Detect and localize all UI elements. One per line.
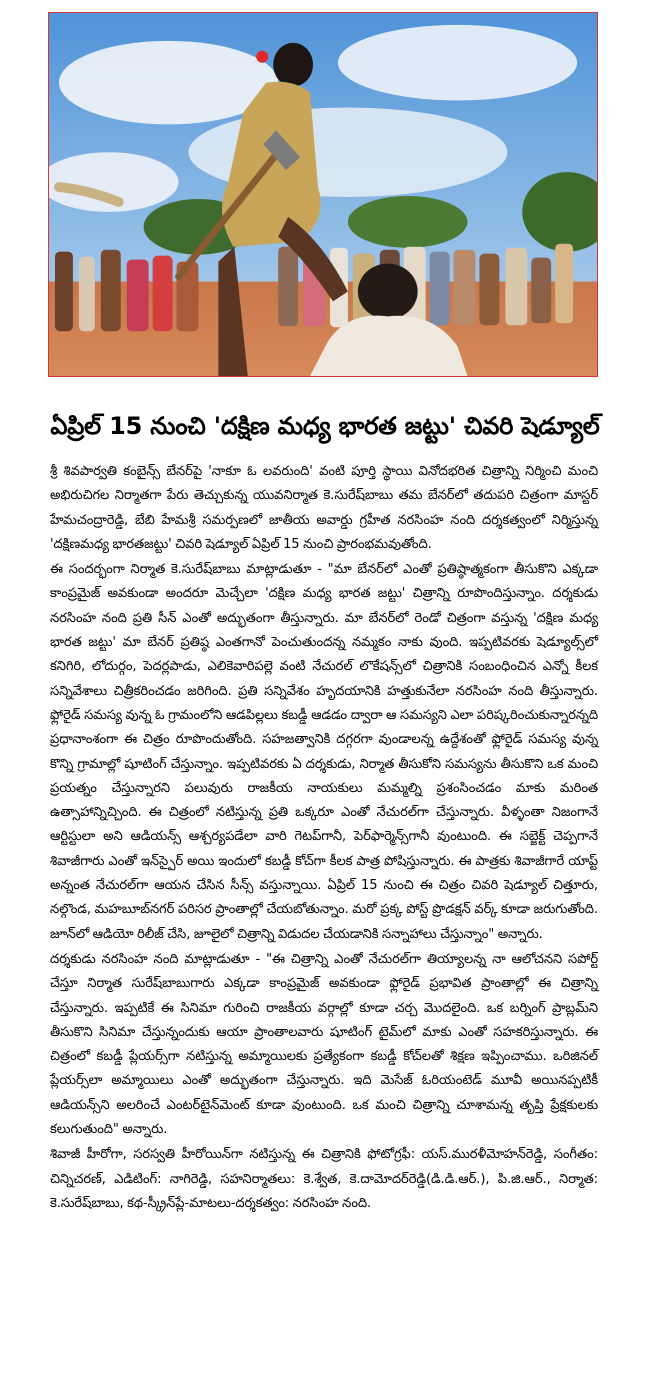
paragraph-director-quote: దర్శకుడు నరసింహ నంది మాట్లాడుతూ - "ఈ చిత్రాన్ని ఎంతో నేచురల్‌గా తియ్యాలన్న నా ఆలోచనని సపోర్ట్ చేస్తూ నిర్మాత సురేష్‌బాబుగారు ఎక్కడా కాంప్రమైజ్ అవకుండా ఫ్లోరైడ్ ప్రభావిత ప్రాంతాల్లో ఈ చిత్రాన్ని చేస్తున్నారు. ఇప్పటికే ఈ సినిమా గురించి రాజకీయ వర్గాల్లో కూడా చర్చ మొదలైంది. ఒక బర్నింగ్ ప్రాబ్లమ్‌ని తీసుకొని సినిమా చేస్తున్నందుకు ఆయా ప్రాంతాలవారు షూటింగ్ టైమ్‌లో మాకు ఎంతో సహకరిస్తున్నారు. ఈ చిత్రంలో కబడ్డీ ప్లేయర్స్‌గా నటిస్తున్న అమ్మాయిలకు ప్రత్యేకంగా కబడ్డీ కోచ్‌లతో శిక్షణ ఇప్పించాము. ఒరిజినల్ ప్లేయర్స్‌లా అమ్మాయిలు ఎంతో అద్భుతంగా చేస్తున్నారు. ఇది మెసేజ్ ఓరియంటెడ్ మూవీ అయినప్పటికీ ఆడియన్స్‌ని అలరించే ఎంటర్‌టైన్‌మెంట్ కూడా వుంటుంది. ఒక మంచి చిత్రాన్ని చూశామన్న తృప్తి ప్రేక్షకులకు కలుగుతుంది" అన్నారు.	[50, 951, 598, 1138]
film-still-photo	[48, 12, 598, 377]
paragraph-producer-quote: ఈ సందర్భంగా నిర్మాత కె.సురేష్‌బాబు మాట్లాడుతూ - "మా బేనర్‌లో ఎంతో ప్రతిష్ఠాత్మకంగా తీసుకొని ఎక్కడా కాంప్రమైజ్ అవకుండా అందరూ మెచ్చేలా 'దక్షిణ మధ్య భారత జట్టు' చిత్రాన్ని రూపొందిస్తున్నాం. దర్శకుడు నరసింహ నంది ప్రతి సీన్ ఎంతో అద్భుతంగా తీస్తున్నారు. మా బేనర్‌లో రెండో చిత్రంగా వస్తున్న 'దక్షిణ మధ్య భారత జట్టు' మా బేనర్ ప్రతిష్ఠ ఎంతగానో పెంచుతుందన్న నమ్మకం నాకు వుంది. ఇప్పటివరకు షెడ్యూల్స్‌లో కనిగిరి, లోదుర్గం, పెదర్లపాడు, ఎలికెవారిపల్లె వంటి నేచురల్ లొకేషన్స్‌లో చిత్రానికి సంబంధించిన ఎన్నో కీలక సన్నివేశాలు చిత్రీకరించడం జరిగింది. ప్రతి సన్నివేశం హృదయానికి హత్తుకునేలా నరసింహ నంది తీస్తున్నారు. ఫ్లోరైడ్ సమస్య వున్న ఓ గ్రామంలోని ఆడపిల్లలు కబడ్డీ ఆడడం ద్వారా ఆ సమస్యని ఎలా పరిష్కరించుకున్నారన్నది ప్రధానాంశంగా ఈ చిత్రం రూపొందుతోంది. సహజత్వానికి దగ్గరగా వుండాలన్న ఉద్దేశంతో ఫ్లోరైడ్ సమస్య వున్న కొన్ని గ్రామాల్లో షూటింగ్ చేస్తున్నాం. ఇప్పటివరకు ఏ దర్శకుడు, నిర్మాత తీసుకోని సమస్యను తీసుకొని ఒక మంచి ప్రయత్నం చేస్తున్నారని పలువురు రాజకీయ నాయకులు మమ్మల్ని ప్రశంసించడం మాకు మరింత ఉత్సాహాన్నిచ్చింది. ఈ చిత్రంలో నటిస్తున్న ప్రతి ఒక్కరూ ఎంతో నేచురల్‌గా చేస్తున్నారు. వీళ్ళంతా నిజంగానే ఆర్టిస్టులా అని ఆడియన్స్ ఆశ్చర్యపడేలా వారి గెటప్‌గానీ, పెర్‌ఫార్మెన్స్‌గానీ వుంటుంది. ఈ సబ్జెక్ట్ చెప్పగానే శివాజీగారు ఎంతో ఇన్‌స్పైర్ అయి ఇందులో కబడ్డీ కోచ్‌గా కీలక పాత్ర పోషిస్తున్నారు. ఈ పాత్రకు శివాజీగారే యాప్ట్ అన్నంత నేచురల్‌గా ఆయన చేసిన సీన్స్ వస్తున్నాయి. ఏప్రిల్ 15 నుంచి ఈ చిత్రం చివరి షెడ్యూల్ చిత్తూరు, నల్గొండ, మహబూబ్‌నగర్ పరిసర ప్రాంతాల్లో చేయబోతున్నాం. మరో ప్రక్క పోస్ట్ ప్రొడక్షన్ వర్క్ కూడా జరుగుతోంది. జూన్‌లో ఆడియో రిలీజ్ చేసి, జూలైలో చిత్రాన్ని విడుదల చేయడానికి సన్నాహాలు చేస్తున్నాం" అన్నారు.	[50, 562, 598, 942]
paragraph-credits: శివాజీ హీరోగా, సరస్వతి హీరోయిన్‌గా నటిస్తున్న ఈ చిత్రానికి ఫోటోగ్రఫీ: యస్.మురళీమోహన్‌రెడ్డి, సంగీతం: చిన్నిచరణ్, ఎడిటింగ్: నాగిరెడ్డి, సహనిర్మాతలు: కె.శ్వేత, కె.దామోదర్‌రెడ్డి(డి.డి.ఆర్.), పి.జి.ఆర్., నిర్మాత: కె.సురేష్‌బాబు, కథ-స్క్రీన్‌ప్లే-మాటలు-దర్శకత్వం: నరసింహ నంది.	[50, 1147, 598, 1211]
paragraph-intro: శ్రీ శివపార్వతి కంబైన్స్ బేనర్‌పై 'నాకూ ఓ లవరుంది' వంటి పూర్తి స్థాయి వినోదభరిత చిత్రాన్ని నిర్మించి మంచి అభిరుచిగల నిర్మాతగా పేరు తెచ్చుకున్న యువనిర్మాత కె.సురేష్‌బాబు తమ బేనర్‌లో తదుపరి చిత్రంగా మాస్టర్ హేమచంద్రారెడ్డి, బేబి హేమశ్రీ సమర్పణలో జాతీయ అవార్డు గ్రహీత నరసింహ నంది దర్శకత్వంలో నిర్మిస్తున్న 'దక్షిణమధ్య భారతజట్టు' చివరి షెడ్యూల్ ఏప్రిల్ 15 నుంచి ప్రారంభమవుతోంది.	[50, 464, 598, 552]
article-headline: ఏప్రిల్ 15 నుంచి 'దక్షిణ మధ్య భారత జట్టు' చివరి షెడ్యూల్	[50, 412, 600, 440]
article-body	[50, 460, 598, 1217]
